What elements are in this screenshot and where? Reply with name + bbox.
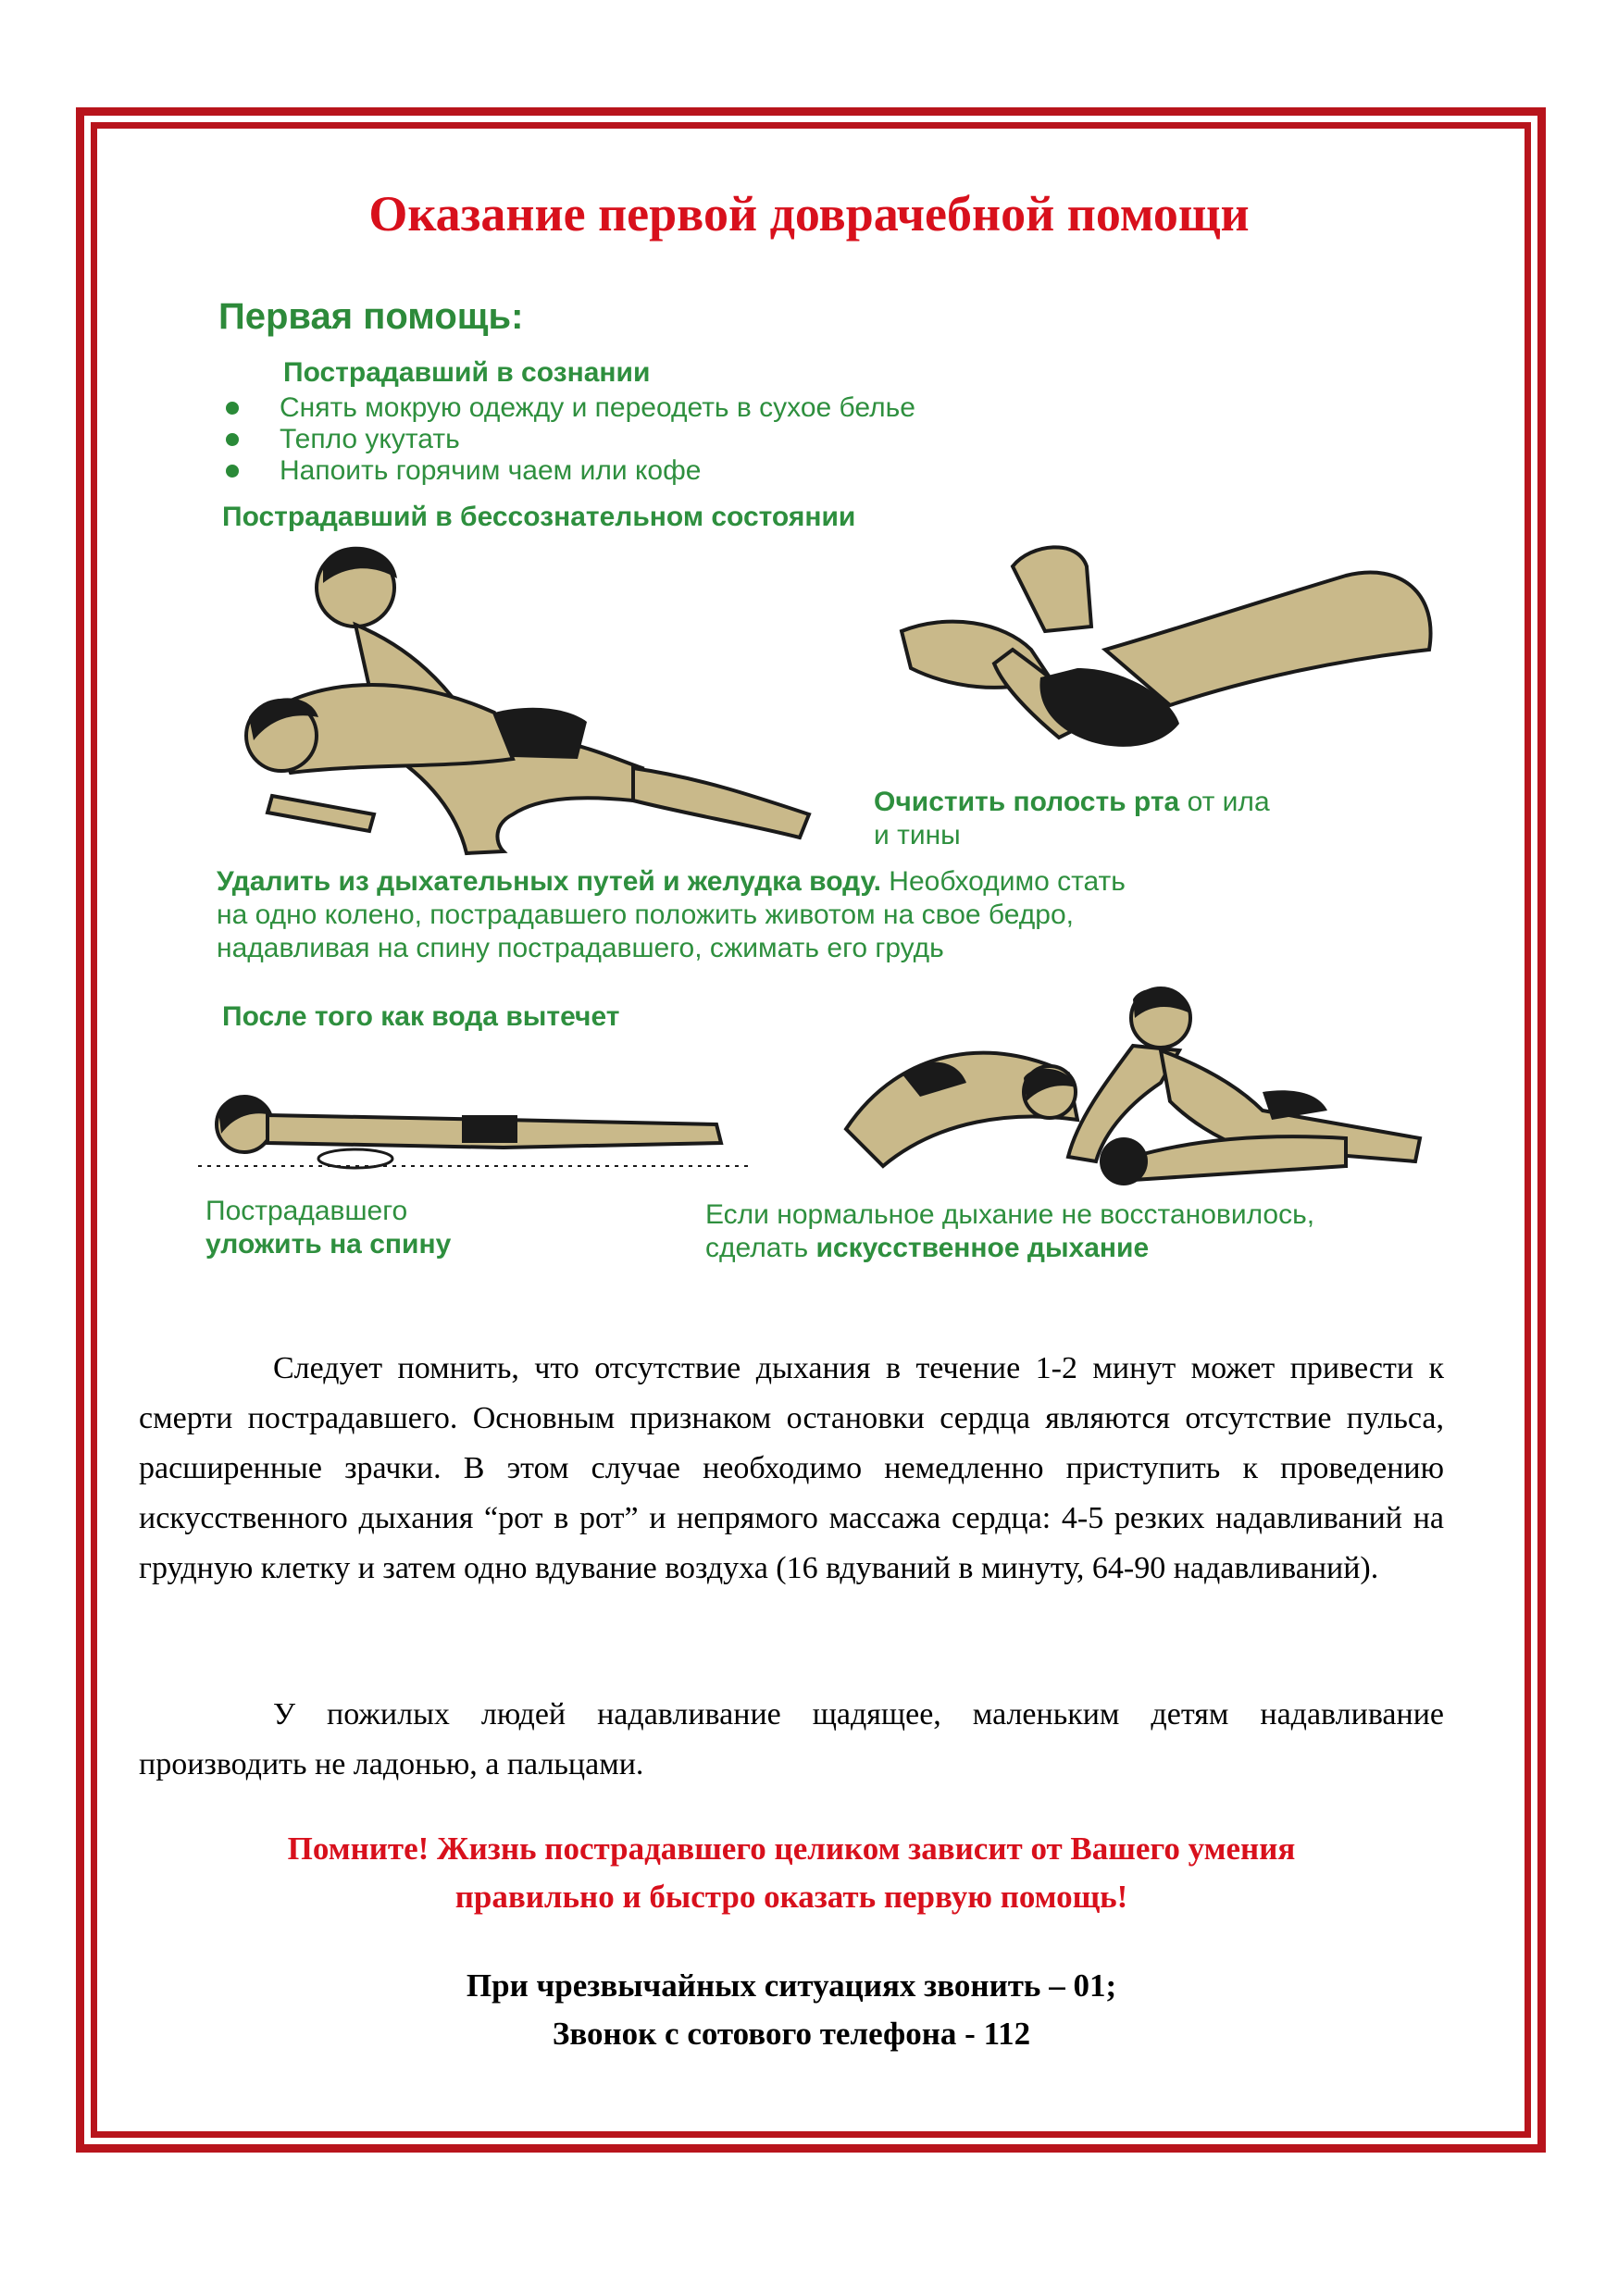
conscious-item-text: Напоить горячим чаем или кофе: [280, 455, 702, 486]
conscious-item-text: Тепло укутать: [280, 424, 460, 454]
infographic-heading: Первая помощь:: [218, 296, 524, 337]
paragraph-text: У пожилых людей надавливание щадящее, маленьким детям надавливание производить не ладонью, а пальцами.: [139, 1697, 1444, 1781]
clear-mouth-bold: Очистить полость рта: [874, 787, 1180, 817]
bullet-icon: [226, 402, 239, 415]
body-paragraph-1: [139, 1344, 1444, 1594]
page-title: Оказание первой доврачебной помощи: [368, 186, 1250, 242]
clear-mouth-line-1: [874, 787, 1270, 818]
clear-mouth-line-2: и тины: [874, 820, 961, 850]
emergency-line-2: Звонок с сотового телефона - 112: [552, 2016, 1031, 2052]
cpr-line-1: Если нормальное дыхание не восстановилось,: [705, 1199, 1315, 1230]
cpr-prefix: сделать: [705, 1233, 809, 1263]
bullet-icon: [226, 433, 239, 446]
conscious-title: Пострадавший в сознании: [283, 357, 651, 388]
warning-line-2: правильно и быстро оказать первую помощь!: [454, 1879, 1128, 1915]
bullet-icon: [226, 465, 239, 478]
body-paragraph-2: [139, 1690, 1444, 1790]
drain-water-illustration: [217, 537, 846, 861]
remove-water-rest: Необходимо стать: [889, 866, 1126, 897]
conscious-item: [226, 455, 701, 487]
cpr-line-2: [705, 1233, 1149, 1264]
lying-on-back-illustration: [198, 1074, 753, 1175]
warning-note: [139, 1825, 1444, 1921]
lay-back-line-2: [205, 1229, 451, 1260]
emergency-line-1: При чрезвычайных ситуациях звонить – 01;: [466, 1967, 1117, 2004]
emergency-contacts: [139, 1962, 1444, 2053]
conscious-item-text: Снять мокрую одежду и переодеть в сухое белье: [280, 392, 915, 423]
conscious-item: [226, 392, 915, 424]
conscious-item: [226, 424, 460, 455]
warning-line-1: Помните! Жизнь пострадавшего целиком зависит от Вашего умения: [287, 1831, 1296, 1867]
remove-water-line-3: надавливая на спину пострадавшего, сжимать его грудь: [217, 933, 944, 963]
lay-back-bold: уложить на спину: [205, 1229, 452, 1260]
lay-back-line-1: Пострадавшего: [205, 1196, 408, 1226]
first-aid-infographic: [198, 296, 1485, 1277]
clear-mouth-illustration: [865, 539, 1457, 770]
cpr-bold: искусственное дыхание: [815, 1233, 1150, 1263]
cpr-illustration: [828, 981, 1475, 1194]
remove-water-line-1: [217, 866, 1126, 898]
remove-water-bold: Удалить из дыхательных путей и желудка воду.: [217, 866, 881, 897]
after-water-title: После того как вода вытечет: [222, 1001, 620, 1032]
remove-water-line-2: на одно колено, пострадавшего положить животом на свое бедро,: [217, 900, 1074, 930]
unconscious-title: Пострадавший в бессознательном состоянии: [222, 502, 856, 532]
paragraph-text: Следует помнить, что отсутствие дыхания в течение 1-2 минут может привести к смерти пострадавшего. Основным признаком остановки сердца являются отсутствие пульса, расширенные зрачки. В этом случае необходимо немедленно приступить к проведению искусственного дыхания “рот в рот” и непрямого массажа сердца: 4-5 резких надавливаний на грудную клетку и затем одно вдувание воздуха (16 вдуваний в минуту, 64-90 надавливаний).: [139, 1351, 1444, 1585]
clear-mouth-rest: от ила: [1187, 787, 1270, 817]
